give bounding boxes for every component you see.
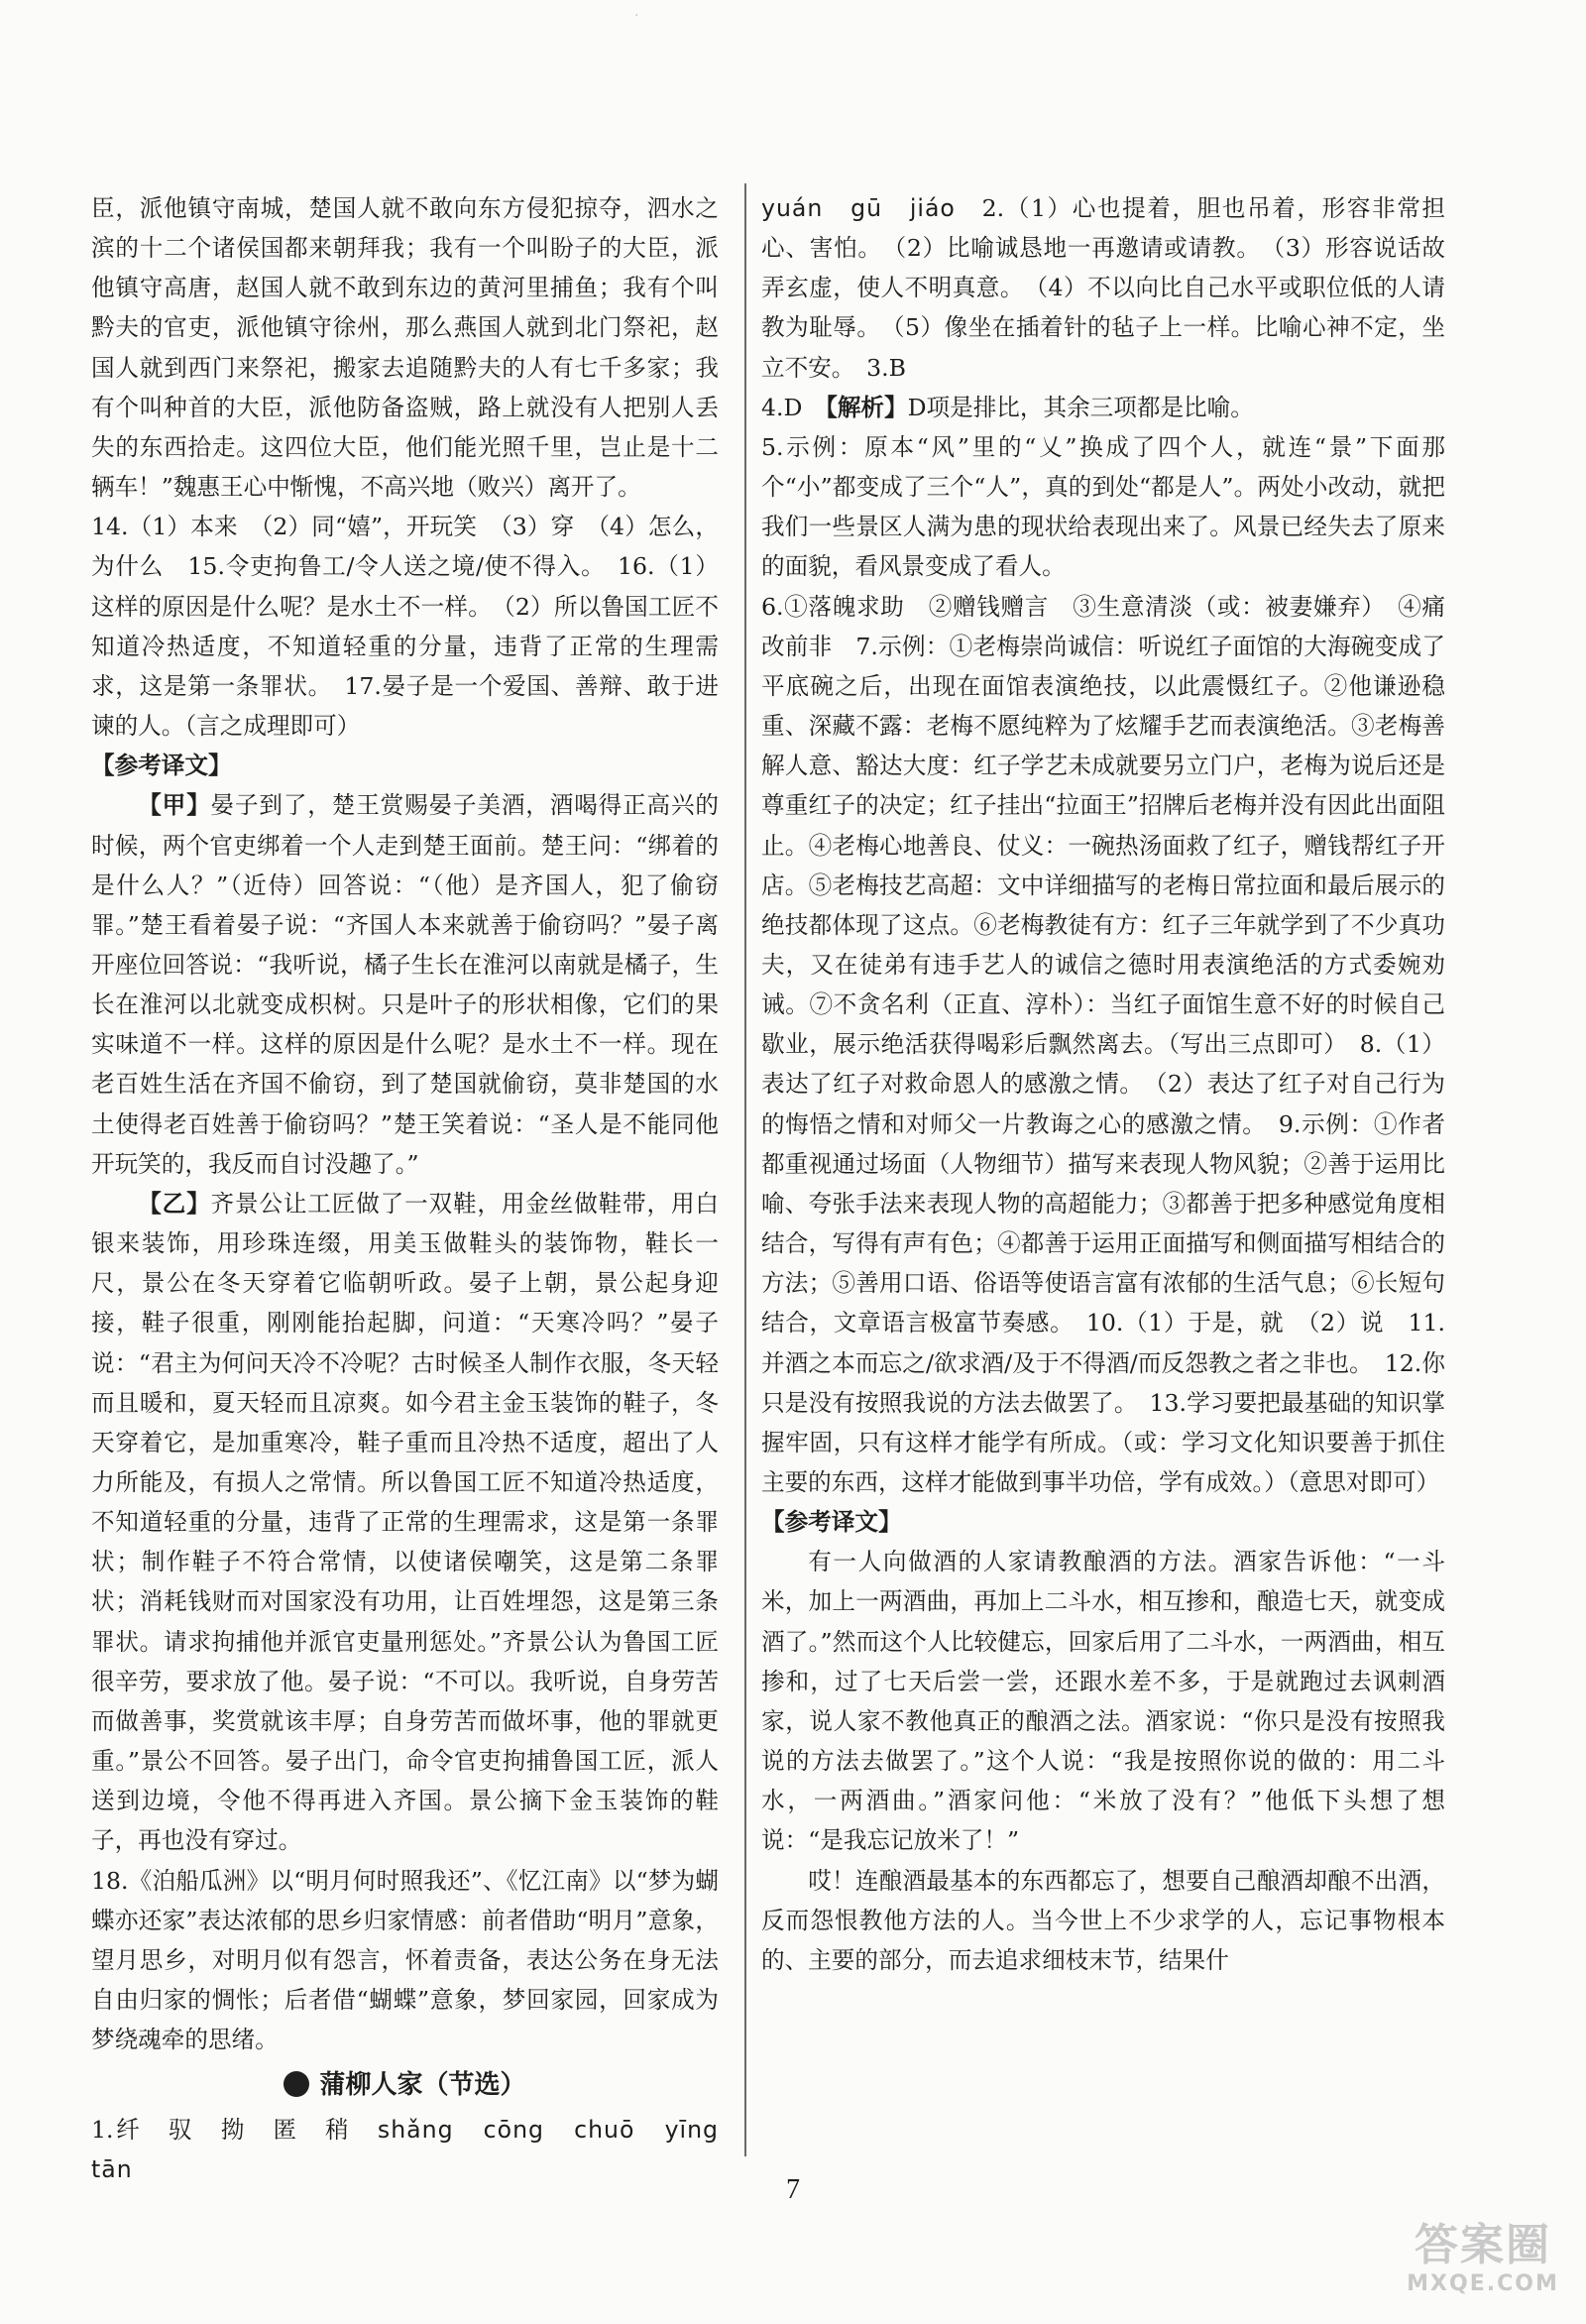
answers-6-13: 6.①落魄求助 ②赠钱赠言 ③生意清淡（或：被妻嫌弃） ④痛改前非 7.示例：①老梅崇尚诚信：听说红子面馆的大海碗变成了平底碗之后，出现在面馆表演绝技，以此震慑红子。②他谦逊稳重、深藏不露：老梅不愿纯粹为了炫耀手艺而表演绝活。③老梅善解人意、豁达大度：红子学艺未成就要另立门户，老梅为说后还是尊重红子的决定；红子挂出“拉面王”招牌后老梅并没有因此出面阻止。④老梅心地善良、仗义：一碗热汤面救了红子，赠钱帮红子开店。⑤老梅技艺高超：文中详细描写的老梅日常拉面和最后展示的绝技都体现了这点。⑥老梅教徒有方：红子三年就学到了不少真功夫，又在徒弟有违手艺人的诚信之德时用表演绝活的方式委婉劝诫。⑦不贪名利（正直、淳朴）：当红子面馆生意不好的时候自己歇业，展示绝活获得喝彩后飘然离去。（写出三点即可） 8.（1）表达了红子对救命恩人的感激之情。 （2）表达了红子对自己行为的悔悟之情和对师父一片教诲之心的感激之情。 9.示例：①作者都重视通过场面（人物细节）描写来表现人物风貌；②善于运用比喻、夸张手法来表现人物的高超能力；③都善于把多种感觉角度相结合，写得有声有色；④都善于运用正面描写和侧面描写相结合的方法；⑤善用口语、俗语等使语言富有浓郁的生活气息；⑥长短句结合，文章语言极富节奏感。 10.（1）于是，就 （2）说 11.并酒之本而忘之/欲求酒/及于不得酒/而反怨教之者之非也。 12.你只是没有按照我说的方法去做罢了。 13.学习要把最基础的知识掌握牢固，只有这样才能学有所成。（或：学习文化知识要善于抓住主要的东西，这样才能做到事半功倍，学有成效。）（意思对即可） xyxy=(761,592,1445,1496)
translation-yi xyxy=(91,1184,719,1861)
answers-1-3 xyxy=(761,188,1445,388)
reference-translation-heading-left: 【参考译文】 xyxy=(91,752,232,780)
right-column xyxy=(761,188,1445,2231)
page-number: 7 xyxy=(786,2174,800,2205)
left-column xyxy=(91,188,743,2183)
translation-paragraph-2: 哎！连酿酒最基本的东西都忘了，想要自己酿酒却酿不出酒，反而怨恨教他方法的人。当今世上不少求学的人，忘记事物根本的、主要的部分，而去追求细枝末节，结果什 xyxy=(761,1866,1445,1974)
jia-tag: 【甲】 xyxy=(138,791,211,820)
translation-paragraph-1: 有一人向做酒的人家请教酿酒的方法。酒家告诉他：“一斗米，加上一两酒曲，再加上二斗水，相互掺和，酿造七天，就变成酒了。”然而这个人比较健忘，回家后用了二斗水，一两酒曲，相互掺和，过了七天后尝一尝，还跟水差不多，于是就跑过去讽刺酒家，说人家不教他真正的酿酒之法。酒家说：“你只是没有按照我说的方法去做罢了。”这个人说：“我是按照你说的做的：用二斗水，一两酒曲。”酒家问他：“米放了没有？”他低下头想了想说：“是我忘记放米了！” xyxy=(761,1548,1445,1855)
watermark-title: 答案圈 xyxy=(1415,2220,1551,2270)
reference-translation-heading-right: 【参考译文】 xyxy=(761,1508,902,1537)
answer-1-pinyin: shǎng cōng chuō yīng tān xyxy=(91,2115,743,2183)
column-divider xyxy=(744,183,746,2156)
watermark-url: MXQE.COM xyxy=(1407,2271,1559,2296)
pinyin-tail: yuán gū jiáo xyxy=(761,194,956,222)
answer-18: 18.《泊船瓜洲》以“明月何时照我还”、《忆江南》以“梦为蝴蝶亦还家”表达浓郁的思乡归家情感：前者借助“明月”意象，望月思乡，对明月似有怨言，怀着责备，表达公务在身无法自由归家的惆怅；后者借“蝴蝶”意象，梦回家园，回家成为梦绕魂牵的思绪。 xyxy=(91,1866,719,2054)
yi-tag: 【乙】 xyxy=(138,1189,211,1218)
section-title xyxy=(91,2065,719,2105)
jia-text: 晏子到了，楚王赏赐晏子美酒，酒喝得正高兴的时候，两个官吏绑着一个人走到楚王面前。楚王问：“绑着的是什么人？”（近侍）回答说：“（他）是齐国人，犯了偷窃罪。”楚王看着晏子说：“齐国人本来就善于偷窃吗？”晏子离开座位回答说：“我听说，橘子生长在淮河以南就是橘子，生长在淮河以北就变成枳树。只是叶子的形状相像，它们的果实味道不一样。这样的原因是什么呢？是水土不一样。现在老百姓生活在齐国不偷窃，到了楚国就偷窃，莫非楚国的水土使得老百姓善于偷窃吗？”楚王笑着说：“圣人是不能同他开玩笑的，我反而自讨没趣了。” xyxy=(91,791,720,1178)
answer-5: 5.示例：原本“风”里的“乂”换成了四个人，就连“景”下面那个“小”都变成了三个“人”，真的到处“都是人”。两处小改动，就把我们一些景区人满为患的现状给表现出来了。风景已经失去了原来的面貌，看风景变成了看人。 xyxy=(761,432,1445,581)
translation-jia xyxy=(91,785,719,1184)
answer-4-number: 4.D xyxy=(761,393,803,421)
analysis-tag: 【解析】 xyxy=(826,393,908,421)
answer-4 xyxy=(761,388,1445,427)
top-mark: · xyxy=(634,8,639,24)
answer-1-chars: 1.纤 驭 拗 匿 稍 xyxy=(91,2115,352,2144)
yi-text: 齐景公让工匠做了一双鞋，用金丝做鞋带，用白银来装饰，用珍珠连缀，用美玉做鞋头的装饰物，鞋长一尺，景公在冬天穿着它临朝听政。晏子上朝，景公起身迎接，鞋子很重，刚刚能抬起脚，问道：“天寒冷吗？”晏子说：“君主为何问天冷不冷呢？古时候圣人制作衣服，冬天轻而且暖和，夏天轻而且凉爽。如今君主金玉装饰的鞋子，冬天穿着它，是加重寒冷，鞋子重而且冷热不适度，超出了人力所能及，有损人之常情。所以鲁国工匠不知道冷热适度，不知道轻重的分量，违背了正常的生理需求，这是第一条罪状；制作鞋子不符合常情，以使诸侯嘲笑，这是第二条罪状；消耗钱财而对国家没有功用，让百姓埋怨，这是第三条罪状。请求拘捕他并派官吏量刑惩处。”齐景公认为鲁国工匠很辛劳，要求放了他。晏子说：“不可以。我听说，自身劳苦而做善事，奖赏就该丰厚；自身劳苦而做坏事，他的罪就更重。”景公不回答。晏子出门，命令官吏拘捕鲁国工匠，派人送到边境，令他不得再进入齐国。景公摘下金玉装饰的鞋子，再也没有穿过。 xyxy=(91,1189,720,1855)
story-tail: 臣，派他镇守南城，楚国人就不敢向东方侵犯掠夺，泗水之滨的十二个诸侯国都来朝拜我；我有一个叫盼子的大臣，派他镇守高唐，赵国人就不敢到东边的黄河里捕鱼；我有个叫黔夫的官吏，派他镇守徐州，那么燕国人就到北门祭祀，赵国人就到西门来祭祀，搬家去追随黔夫的人有七千多家；我有个叫种首的大臣，派他防备盗贼，路上就没有人把别人丢失的东西拾走。这四位大臣，他们能光照千里，岂止是十二辆车！”魏惠王心中惭愧，不高兴地（败兴）离开了。 xyxy=(91,194,719,502)
answers-14-17: 14.（1）本来 （2）同“嬉”，开玩笑 （3）穿 （4）怎么，为什么 15.令吏拘鲁工/令人送之境/使不得入。 16.（1）这样的原因是什么呢？是水土不一样。 （2）所以鲁国工匠不知道冷热适度，不知道轻重的分量，违背了正常的生理需求，这是第一条罪状。 17.晏子是一个爱国、善辩、敢于进谏的人。（言之成理即可） xyxy=(91,513,719,741)
watermark-logo xyxy=(1394,2220,1572,2314)
analysis-text: D项是排比，其余三项都是比喻。 xyxy=(907,393,1254,421)
section-title-text: 蒲柳人家（节选） xyxy=(319,2070,526,2101)
answers-2-3: 2.（1）心也提着，胆也吊着，形容非常担心、害怕。 （2）比喻诚恳地一再邀请或请教。 （3）形容说话故弄玄虚，使人不明真意。 （4）不以向比自己水平或职位低的人请教为耻辱。 （5）像坐在插着针的毡子上一样。比喻心神不定，坐立不安。 3.B xyxy=(761,194,1446,382)
bullet-icon xyxy=(283,2071,309,2097)
